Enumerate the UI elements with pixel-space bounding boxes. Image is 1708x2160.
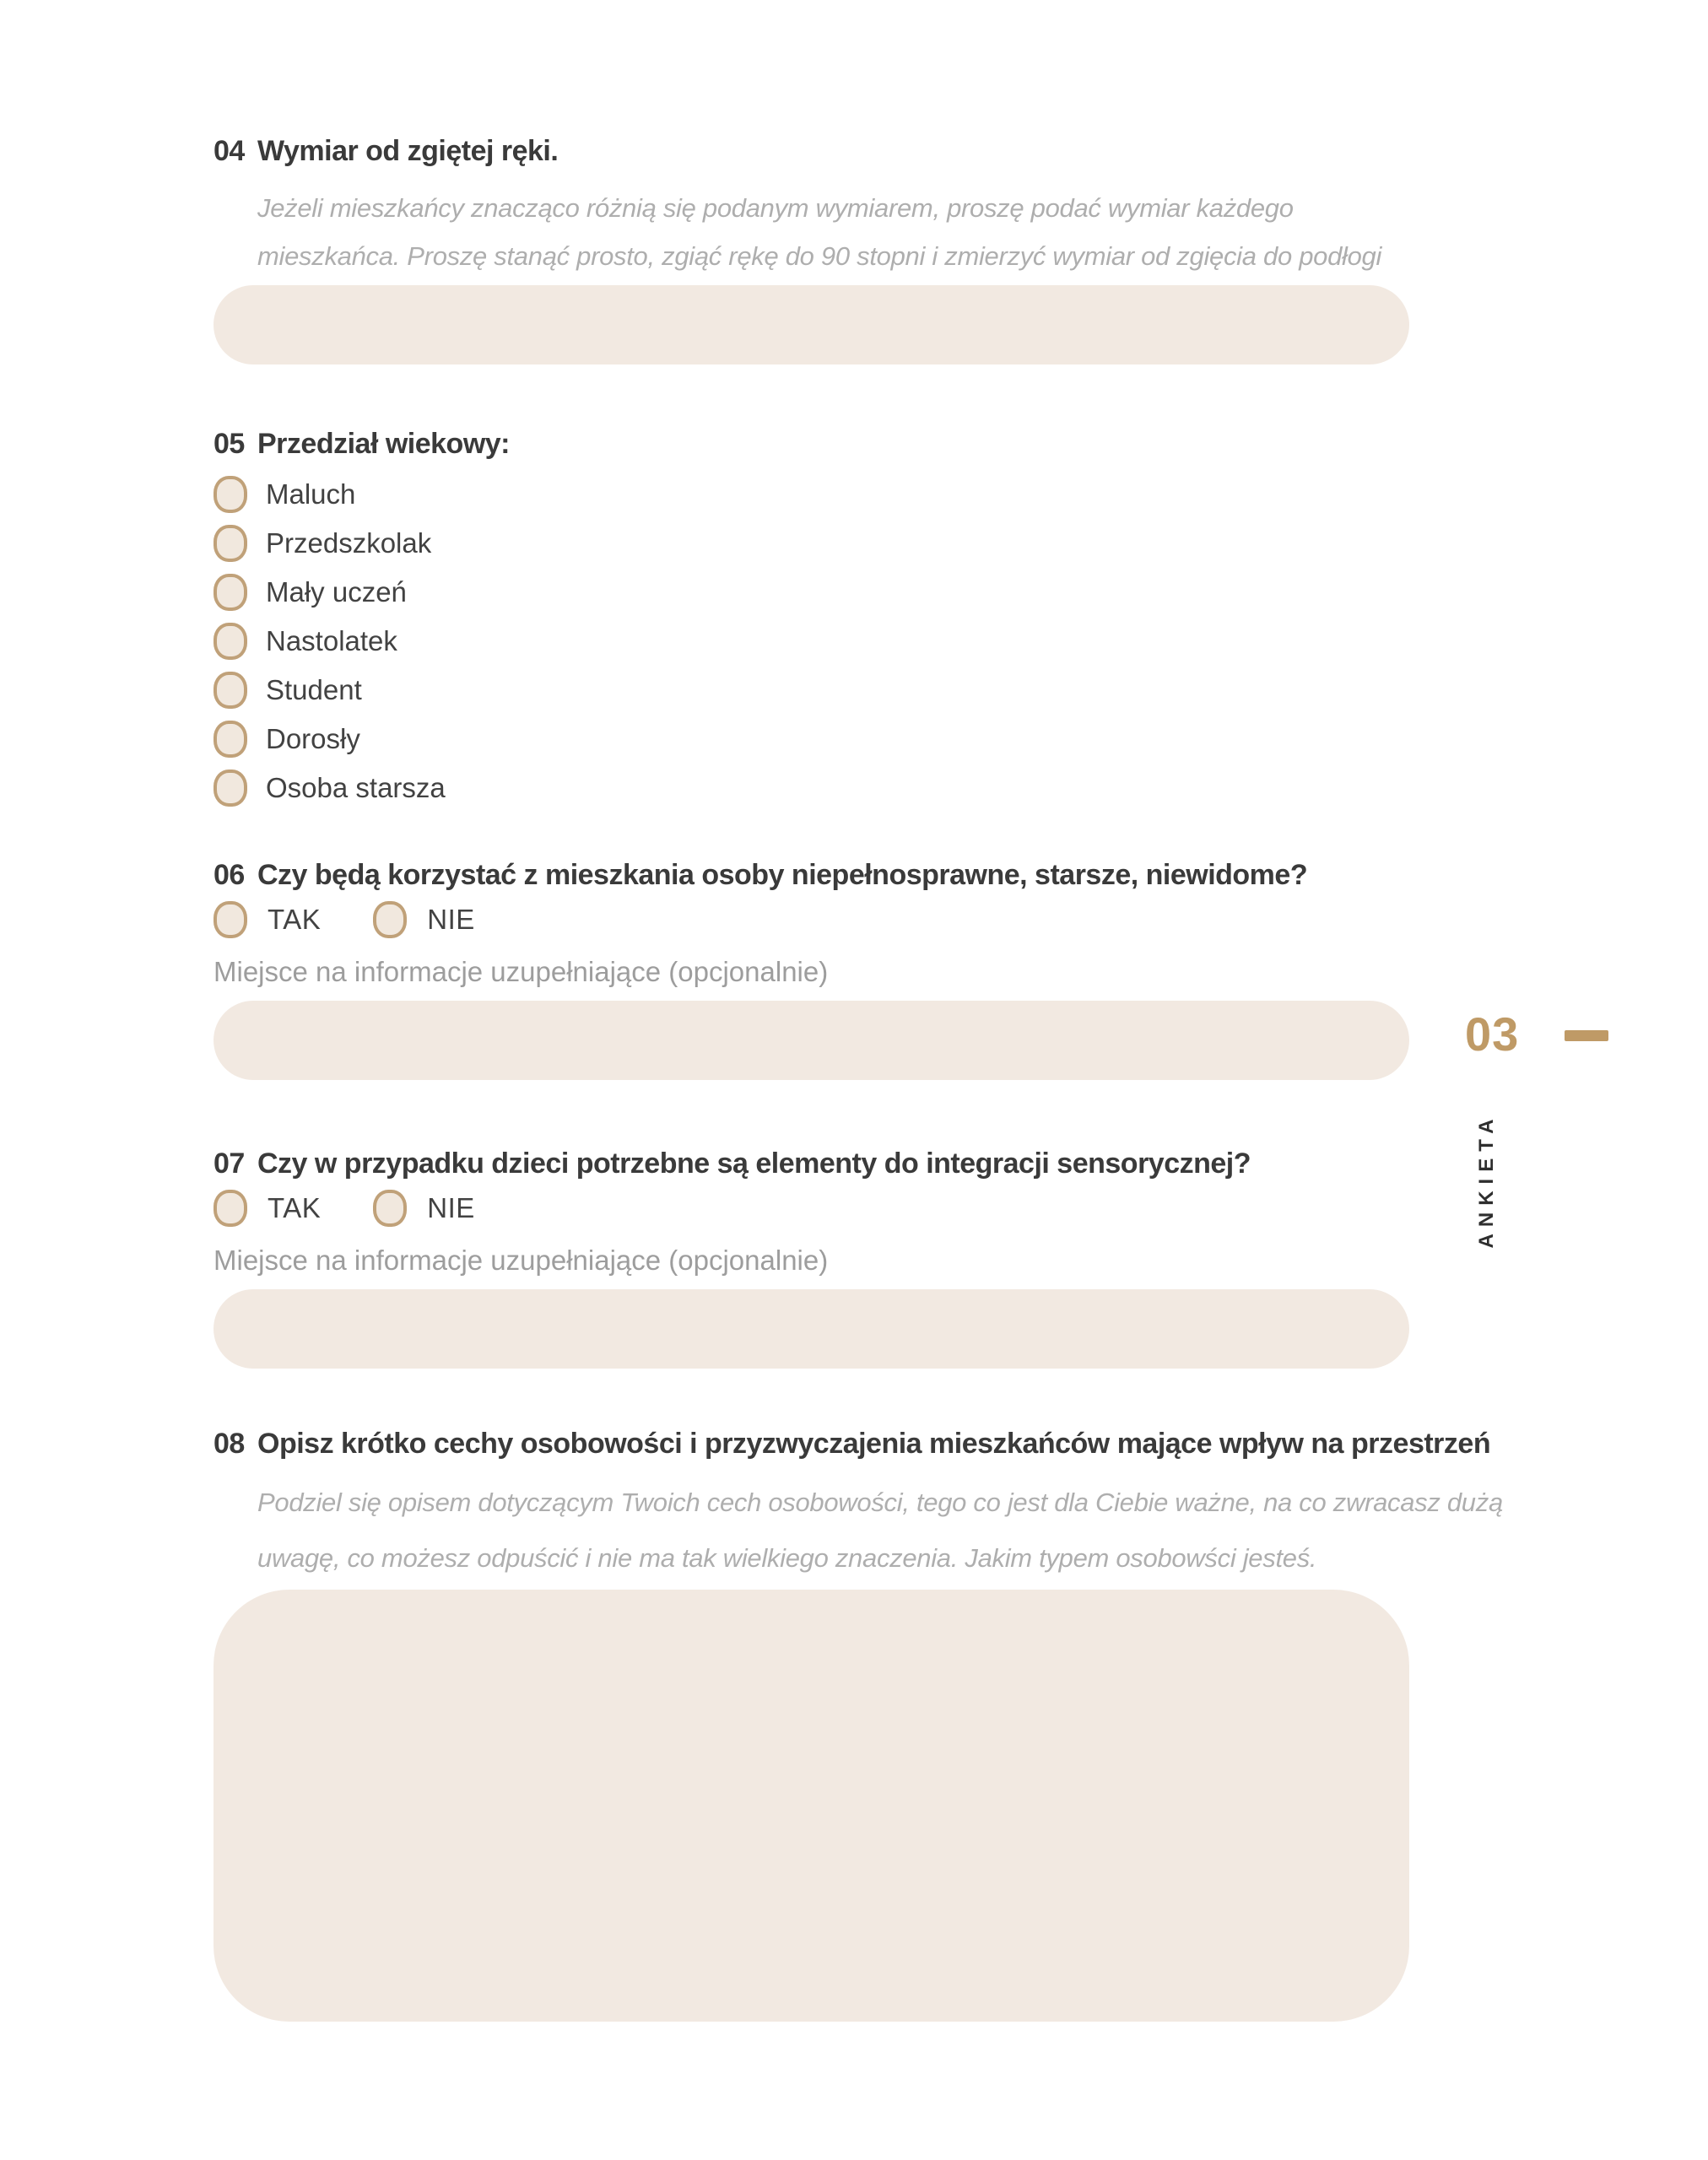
radio-option-nie[interactable] bbox=[373, 1190, 475, 1227]
question-hint bbox=[257, 184, 1409, 280]
question-hint-line: Podziel się opisem dotyczącym Twoich cech osobowości, tego co jest dla Ciebie ważne, na co zwracasz dużą bbox=[257, 1488, 1503, 1517]
question-07 bbox=[214, 1144, 1409, 1369]
question-hint-line: Jeżeli mieszkańcy znacząco różnią się podanym wymiarem, proszę podać wymiar każdego bbox=[257, 193, 1294, 223]
question-hint-line: uwagę, co możesz odpuścić i nie ma tak wielkiego znaczenia. Jakim typem osobowści jesteś. bbox=[257, 1543, 1317, 1573]
option-label: NIE bbox=[427, 904, 475, 935]
question-05-header bbox=[214, 424, 1409, 463]
radio-icon[interactable] bbox=[214, 525, 247, 562]
answer-input-04[interactable] bbox=[214, 285, 1409, 364]
option-label: Osoba starsza bbox=[266, 772, 446, 803]
yesno-group-07 bbox=[214, 1188, 1409, 1228]
option-label: Maluch bbox=[266, 478, 356, 510]
radio-icon[interactable] bbox=[214, 672, 247, 709]
question-08-header bbox=[214, 1424, 1491, 1463]
sidebar-vertical-label: ANKIETA bbox=[1475, 1112, 1498, 1249]
option-label: TAK bbox=[268, 1192, 322, 1223]
radio-option-tak[interactable] bbox=[214, 901, 321, 938]
optional-note-label: Miejsce na informacje uzupełniające (opcjonalnie) bbox=[214, 1245, 829, 1276]
question-number: 07 bbox=[214, 1148, 245, 1180]
radio-icon[interactable] bbox=[373, 1190, 407, 1227]
radio-icon[interactable] bbox=[214, 721, 247, 758]
radio-icon[interactable] bbox=[373, 901, 407, 938]
optional-note-label: Miejsce na informacje uzupełniające (opcjonalnie) bbox=[214, 956, 829, 987]
answer-input-06[interactable] bbox=[214, 1001, 1409, 1080]
question-04 bbox=[214, 132, 1409, 364]
question-title: Wymiar od zgiętej ręki. bbox=[257, 135, 559, 167]
radio-icon[interactable] bbox=[214, 901, 247, 938]
option-label: Dorosły bbox=[266, 723, 360, 754]
question-title: Czy w przypadku dzieci potrzebne są elementy do integracji sensorycznej? bbox=[257, 1148, 1251, 1180]
radio-option-nastolatek[interactable] bbox=[214, 617, 1409, 666]
age-options-group bbox=[214, 470, 1409, 813]
radio-icon[interactable] bbox=[214, 770, 247, 807]
radio-option-student[interactable] bbox=[214, 666, 1409, 715]
question-number: 08 bbox=[214, 1428, 245, 1460]
option-label: TAK bbox=[268, 904, 322, 935]
answer-input-08[interactable] bbox=[214, 1590, 1409, 2022]
radio-icon[interactable] bbox=[214, 574, 247, 611]
question-06-header bbox=[214, 856, 1409, 894]
option-label: Przedszkolak bbox=[266, 527, 432, 559]
radio-icon[interactable] bbox=[214, 623, 247, 660]
option-label: Student bbox=[266, 674, 362, 705]
question-hint bbox=[257, 1475, 1503, 1586]
question-07-header bbox=[214, 1144, 1409, 1183]
question-hint-line: mieszkańca. Proszę stanąć prosto, zgiąć rękę do 90 stopni i zmierzyć wymiar od zgięcia do podłogi bbox=[257, 241, 1382, 271]
radio-option-przedszkolak[interactable] bbox=[214, 519, 1409, 568]
option-label: Nastolatek bbox=[266, 625, 397, 656]
question-title: Czy będą korzystać z mieszkania osoby niepełnosprawne, starsze, niewidome? bbox=[257, 859, 1308, 891]
radio-option-maly-uczen[interactable] bbox=[214, 568, 1409, 617]
question-number: 04 bbox=[214, 135, 245, 167]
question-06 bbox=[214, 856, 1409, 1080]
radio-option-tak[interactable] bbox=[214, 1190, 321, 1227]
radio-option-maluch[interactable] bbox=[214, 470, 1409, 519]
radio-option-nie[interactable] bbox=[373, 901, 475, 938]
question-number: 06 bbox=[214, 859, 245, 891]
page-dash-divider bbox=[1565, 1030, 1608, 1041]
radio-option-dorosly[interactable] bbox=[214, 715, 1409, 764]
yesno-group-06 bbox=[214, 899, 1409, 940]
page-number: 03 bbox=[1465, 1007, 1520, 1061]
question-title: Przedział wiekowy: bbox=[257, 428, 510, 460]
question-08 bbox=[214, 1424, 1503, 2022]
option-label: NIE bbox=[427, 1192, 475, 1223]
question-05 bbox=[214, 424, 1409, 813]
question-number: 05 bbox=[214, 428, 245, 460]
question-title: Opisz krótko cechy osobowości i przyzwyczajenia mieszkańców mające wpływ na przestrzeń bbox=[257, 1428, 1491, 1460]
radio-option-osoba-starsza[interactable] bbox=[214, 764, 1409, 813]
option-label: Mały uczeń bbox=[266, 576, 407, 608]
radio-icon[interactable] bbox=[214, 1190, 247, 1227]
question-04-header bbox=[214, 132, 1409, 170]
answer-input-07[interactable] bbox=[214, 1289, 1409, 1369]
radio-icon[interactable] bbox=[214, 476, 247, 513]
